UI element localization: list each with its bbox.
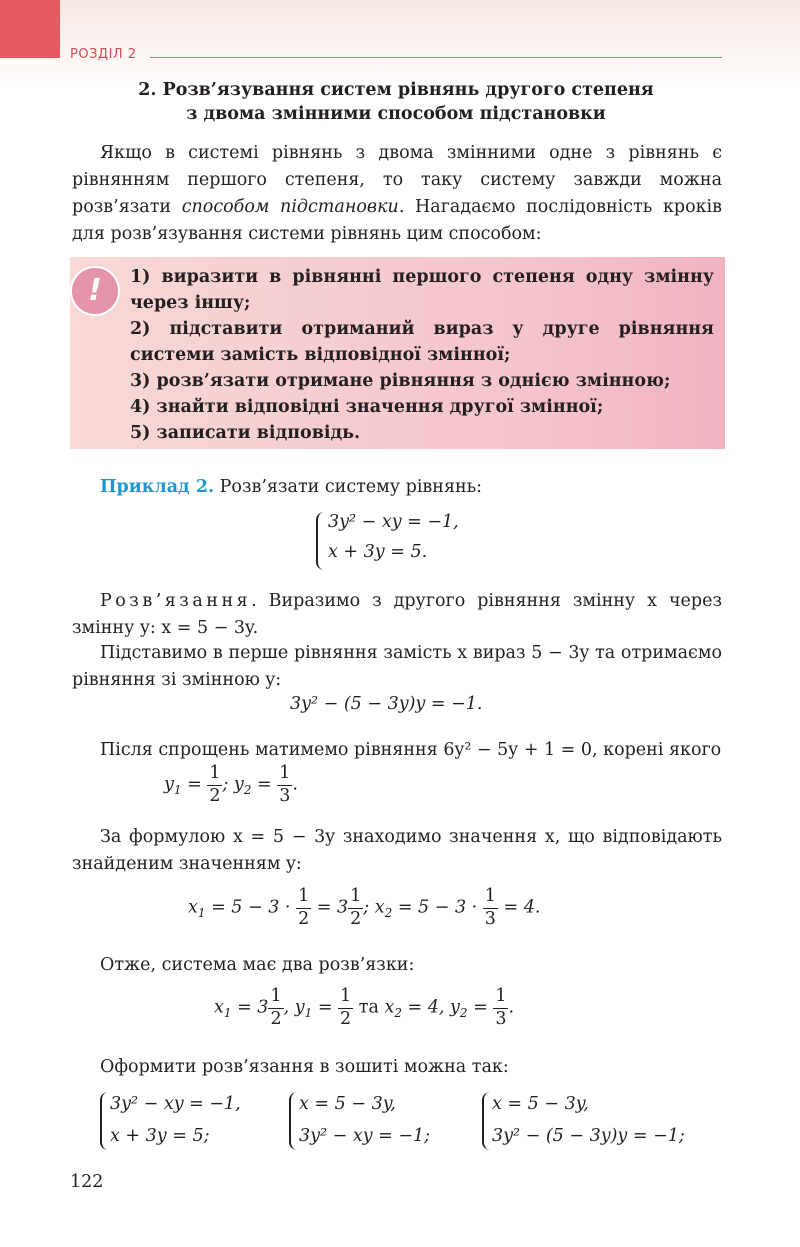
- substituted-equation: 3y² − (5 − 3y)y = −1.: [290, 694, 483, 714]
- system-brace: [316, 512, 326, 570]
- notebook-brace-3: [482, 1092, 492, 1150]
- notebook-sys3-eq2: 3y² − (5 − 3y)y = −1;: [492, 1126, 685, 1146]
- intro-text-1: Якщо в системі рівнянь з двома змінними одне з рівнянь є рівнянням першого степеня, то таку систему завжди можна розв’язати: [72, 143, 722, 217]
- roots-y: $y_1$ = $\frac{1}{2}$ ; $y_2$ = $\frac{1}{3}$ .: [164, 763, 298, 806]
- step-4: 4) знайти відповідні значення другої змінної;: [130, 397, 604, 417]
- solution-paragraph-4: За формулою x = 5 − 3y знаходимо значення x, що відповідають знайденим значенням y:: [72, 827, 722, 874]
- page-number: 122: [70, 1172, 104, 1192]
- notebook-sys2-eq1: x = 5 − 3y,: [299, 1094, 396, 1114]
- solution-paragraph-6: Оформити розв’язання в зошиті можна так:: [100, 1057, 509, 1077]
- section-title-line-1: 2. Розв’язування систем рівнянь другого степеня: [138, 80, 654, 100]
- system-eq-2: x + 3y = 5.: [328, 542, 428, 562]
- example-statement: [100, 474, 722, 501]
- notebook-sys2-eq2: 3y² − xy = −1;: [299, 1126, 431, 1146]
- step-1: 1) виразити в рівнянні першого степеня одну змінну через іншу;: [130, 267, 714, 313]
- callout-steps: [130, 264, 714, 446]
- intro-paragraph: [72, 140, 722, 248]
- solution-paragraph-5: Отже, система має два розв’язки:: [100, 955, 415, 975]
- section-label: РОЗДІЛ 2: [70, 47, 137, 62]
- example-task: Розв’язати систему рівнянь:: [214, 477, 483, 497]
- solution-paragraph-2: Підставимо в перше рівняння замість x вираз 5 − 3y та отримаємо рівняння зі змінною y:: [72, 643, 722, 690]
- solution-heading: Розв’язання: [100, 591, 252, 611]
- solution-paragraph-3: Після спрощень матимемо рівняння 6y² − 5y + 1 = 0, корені якого: [100, 740, 722, 760]
- notebook-sys1-eq1: 3y² − xy = −1,: [110, 1094, 241, 1114]
- notebook-brace-2: [289, 1092, 299, 1150]
- header-rule: [150, 57, 722, 58]
- step-3: 3) розв’язати отримане рівняння з однією змінною;: [130, 371, 671, 391]
- section-title-line-2: з двома змінними способом підстановки: [186, 104, 606, 124]
- section-color-tab: [0, 0, 60, 58]
- notebook-sys3-eq1: x = 5 − 3y,: [492, 1094, 589, 1114]
- answer-pairs: $x_1 = 3$ $\frac{1}{2}$ , $y_1$ = $\frac{1}{2}$ та $x_2 = 4$, $y_2$ = $\frac{1}{3}$ .: [214, 986, 515, 1029]
- step-5: 5) записати відповідь.: [130, 423, 361, 443]
- notebook-sys1-eq2: x + 3y = 5;: [110, 1126, 210, 1146]
- exclamation-icon: !: [70, 266, 120, 316]
- notebook-brace-1: [100, 1092, 110, 1150]
- system-eq-1: 3y² − xy = −1,: [328, 512, 459, 532]
- step-2: 2) підставити отриманий вираз у друге рівняння системи замість відповідної змінної;: [130, 319, 714, 365]
- intro-text-2: . Нагадаємо послідовність кроків для розв’язування системи рівнянь цим способом:: [72, 197, 723, 244]
- and-word: та: [358, 997, 379, 1018]
- example-label: Приклад 2.: [100, 477, 215, 497]
- solution-text-1: . Виразимо з другого рівняння змінну x через змінну y: x = 5 − 3y.: [72, 591, 722, 638]
- x-values: $x_1 = 5 - 3$ · $\frac{1}{2}$ = 3 $\frac{1}{2}$ ; $x_2 = 5 - 3$ · $\frac{1}{3}$ = 4.: [188, 886, 541, 929]
- solution-paragraph-1: [72, 588, 722, 642]
- intro-emphasis: способом підстановки: [181, 197, 399, 217]
- top-band: [0, 0, 800, 90]
